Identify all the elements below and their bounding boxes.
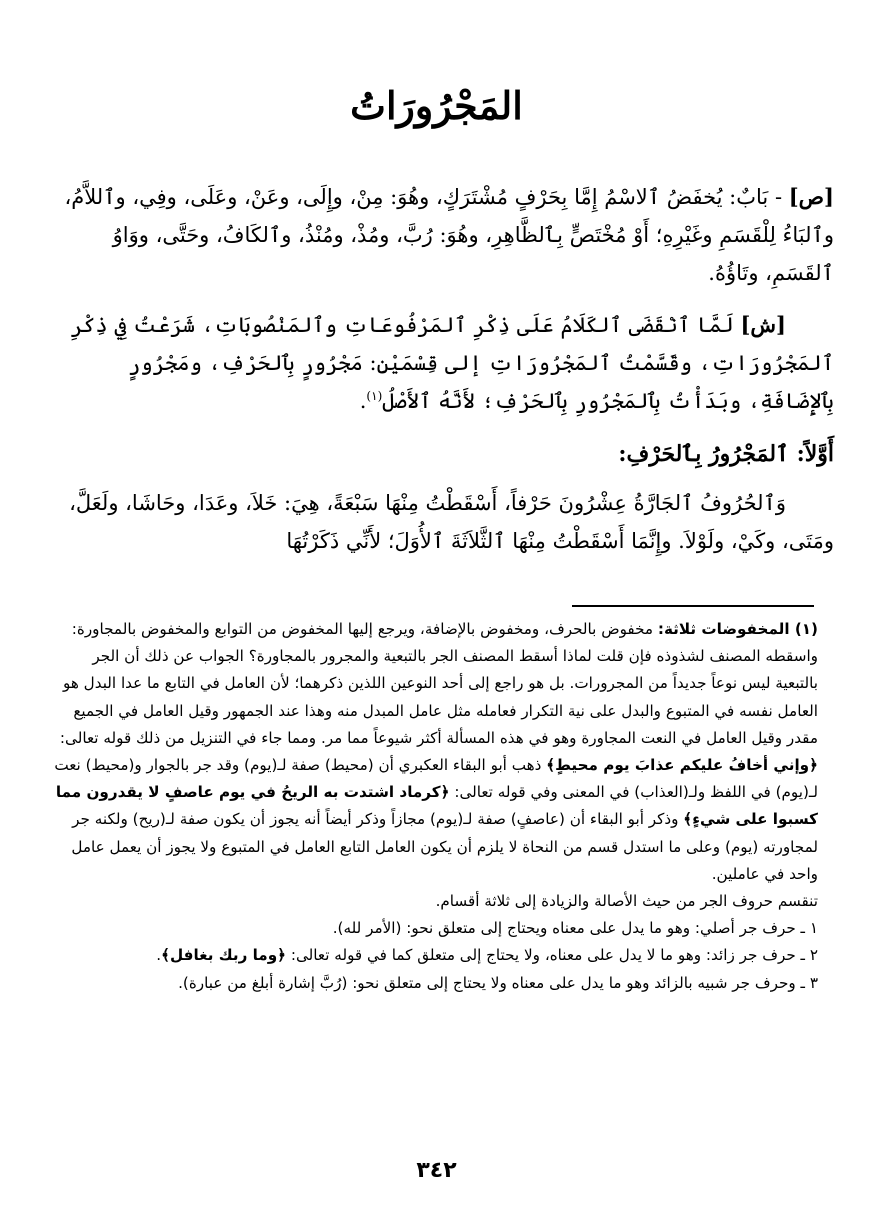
- chapter-title: المَجْرُورَاتُ: [350, 83, 523, 128]
- division-item-2: [48, 942, 818, 969]
- sharh-end: .: [359, 389, 367, 413]
- division-item-2-end: .: [156, 946, 162, 965]
- footnote-1-text: مخفوض بالحرف، ومخفوض بالإضافة، ويرجع إليها المخفوض من التوابع والمخفوض بالمجاورة: واسقطه المصنف لشذوذه فإن قلت لماذا أسقط المصنف الجر بالتبعية والمجرور بالمجاورة؟ الجواب عن ذلك أن الجر بالتبعية ليس نوعاً جديداً من المجرورات. بل هو راجع إلى أحد النوعين اللذين ذكرهما؛ لأن العامل في التابع ما عدا البدل هو العامل نفسه في المتبوع والبدل على نية التكرار فعامله مثل عامل المبدل منه وهذا عند الجمهور وقيل العامل في الجميع مقدر وقيل العامل في النعت المجاورة وهو في هذه المسألة أكثر شيوعاً مما مر. ومما جاء في التنزيل من ذلك قوله تعالى:: [59, 620, 818, 747]
- sharh-text: لَمَّا ٱنْقَضَى ٱلكَلَامُ عَلَى ذِكْرِ ٱلمَرْفُوعَاتِ وٱلمَنْصُوبَاتِ، شَرَعْتُ فِي ذِكْرِ ٱلمَجْرُورَاتِ، وقَسَّمْتُ ٱلمَجْرُورَاتِ إلى قِسْمَيْنِ: مَجْرُورٍ بِٱلحَرْفِ، ومَجْرُورٍ بِٱلإِضَافَةِ، وبَدَأْتُ بِٱلمَجْرُورِ بِٱلحَرْفِ؛ لأَنَّهُ ٱلأَصْلُ: [70, 313, 834, 413]
- sharh-marker: [ش]: [740, 312, 786, 337]
- footnote-1-label: (١) المخفوضات ثلاثة:: [657, 620, 818, 638]
- footnotes: [48, 616, 818, 997]
- matn-paragraph: [48, 178, 834, 292]
- division-intro: تنقسم حروف الجر من حيث الأصالة والزيادة إلى ثلاثة أقسام.: [435, 892, 818, 911]
- body-paragraph: [48, 484, 834, 560]
- matn-marker: [ص]: [788, 184, 834, 209]
- footnote-1: [48, 616, 818, 888]
- footnote-verse-2: ﴿كرماد اشتدت به الريحُ في يوم عاصفٍ لا يقدرون مما كسبوا على شيءٍ﴾: [55, 783, 818, 829]
- division-item-2-text: ٢ ـ حرف جر زائد: وهو ما لا يدل على معناه، ولا يحتاج إلى متعلق كما في قوله تعالى:: [290, 946, 818, 965]
- matn-text: - بَابٌ: يُخفَضُ ٱلاسْمُ إِمَّا بِحَرْفٍ مُشْتَرَكٍ، وهُوَ: مِنْ، وإِلَى، وعَنْ، وعَلَى، وفِي، وٱللاَّمُ، وٱلبَاءُ لِلْقَسَمِ وغَيْرِهِ؛ أَوْ مُخْتَصٍّ بِٱلظَّاهِرِ، وهُوَ: رُبَّ، ومُذْ، ومُنْذُ، وٱلكَافُ، وحَتَّى، ووَاوُ ٱلقَسَمِ، وتَاؤُهُ.: [64, 185, 834, 285]
- body-paragraph-text: وَٱلحُرُوفُ ٱلجَارَّةُ عِشْرُونَ حَرْفاً، أَسْقَطْتُ مِنْهَا سَبْعَةً، هِيَ: خَلاَ، وعَدَا، وحَاشَا، ولَعَلَّ، ومَتَى، وكَيْ، ولَوْلاَ. وإِنَّمَا أَسْقَطْتُ مِنْهَا ٱلثَّلاَثَةَ ٱلأُوَلَ؛ لأَنِّي ذَكَرْتُهَا: [69, 491, 834, 553]
- division-item-1: ١ ـ حرف جر أصلي: وهو ما يدل على معناه ويحتاج إلى متعلق نحو: (الأمر لله).: [332, 919, 818, 938]
- footnote-1-text-2: ذهب أبو البقاء العكبري أن (محيط) صفة لـ(يوم) وقد جر بالجوار و(محيط) نعت لـ(يوم) في اللفظ ولـ(العذاب) في المعنى وفي قوله تعالى:: [54, 756, 818, 802]
- footnote-1-text-3: وذكر أبو البقاء أن (عاصفٍ) صفة لـ(يوم) مجازاً وذكر أيضاً أنه يجوز أن يكون صفة لـ(ريح) ولكنه جر لمجاورته (يوم) وعلى ما استدل قسم من النحاة لا يلزم أن يكون العامل التابع العامل في المتبوع ولا يجوز أن يعمل عامل واحد في عاملين.: [71, 810, 818, 883]
- footnote-verse-1: ﴿وإني أخافُ عليكم عذابَ يوم محيطٍ﴾: [546, 756, 818, 775]
- division-item-2-verse: ﴿وما ربك بغافل﴾: [161, 946, 287, 965]
- section-heading: أَوَّلاً: ٱلمَجْرُورُ بِٱلحَرْفِ:: [618, 441, 834, 467]
- division-item-3: ٣ ـ وحرف جر شبيه بالزائد وهو ما يدل على معناه ولا يحتاج إلى متعلق نحو: (رُبَّ إشارة أبلغ من عبارة).: [178, 973, 818, 992]
- page-number: ٣٤٢: [416, 1158, 457, 1183]
- sharh-paragraph: [48, 306, 834, 420]
- footnote-divider: [572, 605, 814, 607]
- footnote-reference[interactable]: (١): [366, 389, 383, 403]
